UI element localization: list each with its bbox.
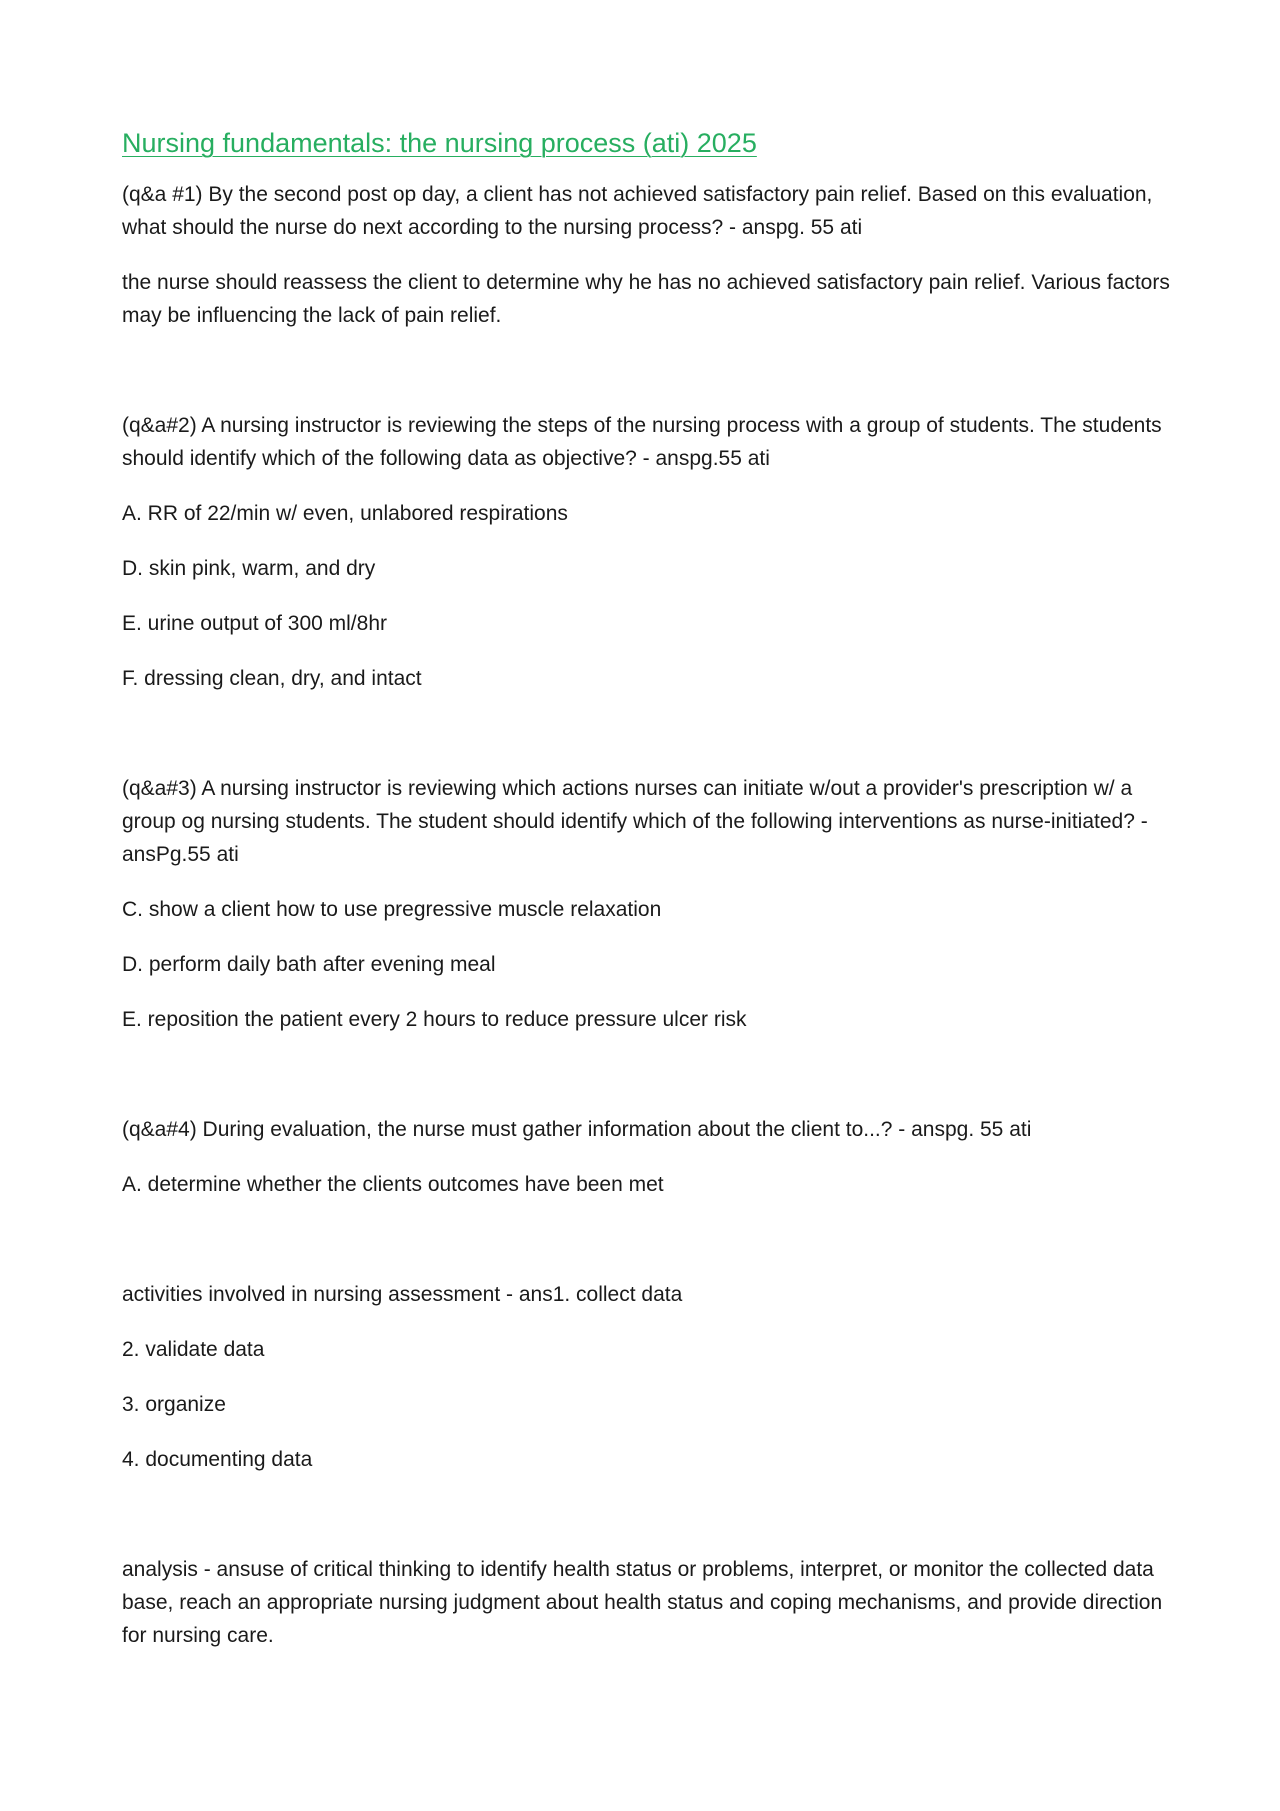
assessment-activity-4: 4. documenting data: [122, 1448, 313, 1471]
qa-section-4: [122, 1113, 1172, 1201]
document-title: Nursing fundamentals: the nursing process (ati) 2025: [122, 128, 757, 158]
question-1: (q&a #1) By the second post op day, a client has not achieved satisfactory pain relief. Based on this evaluation, what should the nurse do next according to the nursing process? - anspg. 55 ati: [122, 183, 1153, 239]
answer-2-option-a: A. RR of 22/min w/ even, unlabored respirations: [122, 502, 568, 525]
qa-section-1: [122, 178, 1172, 332]
assessment-activity-3: 3. organize: [122, 1393, 226, 1416]
assessment-activities-section: [122, 1278, 1172, 1476]
question-4: (q&a#4) During evaluation, the nurse must gather information about the client to...? - anspg. 55 ati: [122, 1118, 1032, 1141]
answer-3-option-c: C. show a client how to use pregressive muscle relaxation: [122, 898, 662, 921]
answer-4-option-a: A. determine whether the clients outcomes have been met: [122, 1173, 664, 1196]
document-page: [122, 120, 1172, 1674]
qa-section-3: [122, 772, 1172, 1036]
answer-2-option-f: F. dressing clean, dry, and intact: [122, 667, 422, 690]
qa-section-2: [122, 409, 1172, 695]
answer-2-option-d: D. skin pink, warm, and dry: [122, 557, 376, 580]
assessment-activities-term: activities involved in nursing assessment - ans1. collect data: [122, 1283, 683, 1306]
assessment-activity-2: 2. validate data: [122, 1338, 265, 1361]
answer-3-option-d: D. perform daily bath after evening meal: [122, 953, 496, 976]
answer-1: the nurse should reassess the client to determine why he has no achieved satisfactory pain relief. Various factors may be influencing the lack of pain relief.: [122, 271, 1170, 327]
answer-3-option-e: E. reposition the patient every 2 hours to reduce pressure ulcer risk: [122, 1008, 747, 1031]
analysis-section: [122, 1553, 1172, 1652]
question-2: (q&a#2) A nursing instructor is reviewing the steps of the nursing process with a group of students. The students should identify which of the following data as objective? - anspg.55 ati: [122, 414, 1162, 470]
question-3: (q&a#3) A nursing instructor is reviewing which actions nurses can initiate w/out a provider's prescription w/ a group og nursing students. The student should identify which of the following interventions as nurse-initiated? - ansPg.55 ati: [122, 777, 1148, 866]
answer-2-option-e: E. urine output of 300 ml/8hr: [122, 612, 387, 635]
analysis-definition: analysis - ansuse of critical thinking to identify health status or problems, interpret, or monitor the collected data base, reach an appropriate nursing judgment about health status and coping mechanisms, and provide direction for nursing care.: [122, 1558, 1163, 1647]
